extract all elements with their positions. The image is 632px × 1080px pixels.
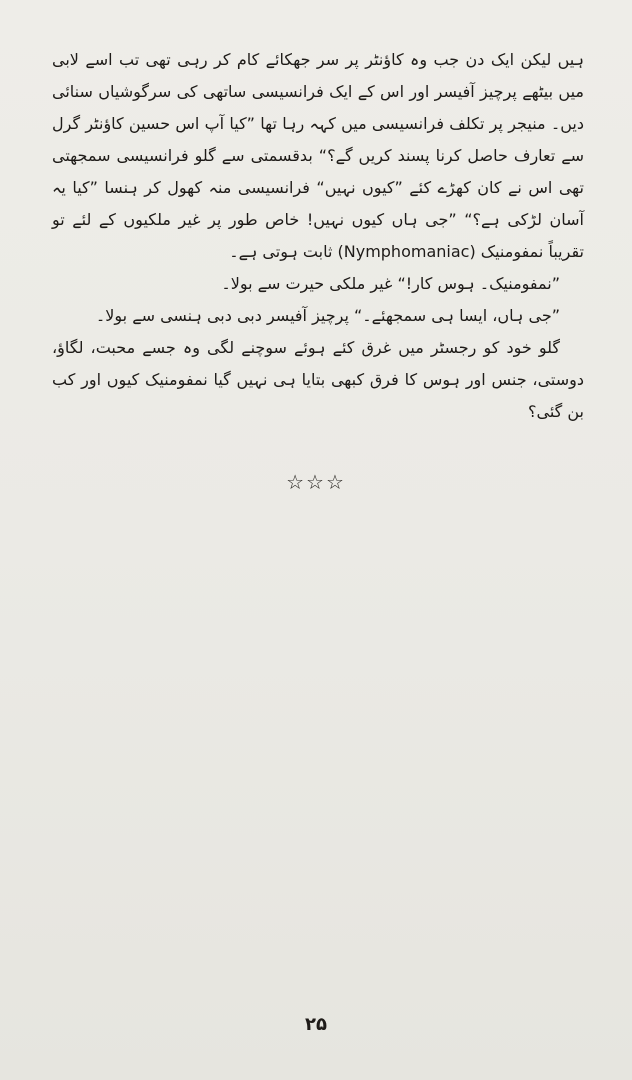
section-break-stars: ☆☆☆ [286,470,346,494]
page-number: ۲۵ [305,1014,327,1035]
paragraph-2: ”نمفومنیک۔ ہوس کار!“ غیر ملکی حیرت سے بولا۔ [221,274,560,293]
paragraph-3: ”جی ہاں، ایسا ہی سمجھئے۔“ پرچیز آفیسر دبی دبی ہنسی سے بولا۔ [95,306,560,325]
body-text [52,44,584,428]
paragraph-1: ہیں لیکن ایک دن جب وہ کاؤنٹر پر سر جھکائے کام کر رہی تھی تب اسے لابی میں بیٹھے پرچیز آفیسر اور اس کے ایک فرانسیسی ساتھی کی سرگوشیاں سنائی دیں۔ منیجر پر تکلف فرانسیسی میں کہہ رہا تھا ”کیا آپ اس حسین کاؤنٹر گرل سے تعارف حاصل کرنا پسند کریں گے؟“ بدقسمتی سے گلو فرانسیسی سمجھتی تھی اس نے کان کھڑے کئے ”کیوں نہیں“ فرانسیسی منہ کھول کر ہنسا ”کیا یہ آسان لڑکی ہے؟“ ”جی ہاں کیوں نہیں! خاص طور پر غیر ملکیوں کے لئے تو تقریباً نمفومنیک (Nymphomaniac) ثابت ہوتی ہے۔ [52,50,584,261]
paragraph-4: گلو خود کو رجسٹر میں غرق کئے ہوئے سوچنے لگی وہ جسے محبت، لگاؤ، دوستی، جنس اور ہوس کا فرق کبھی بتایا ہی نہیں گیا نمفومنیک کیوں اور کب بن گئی؟ [52,338,584,421]
